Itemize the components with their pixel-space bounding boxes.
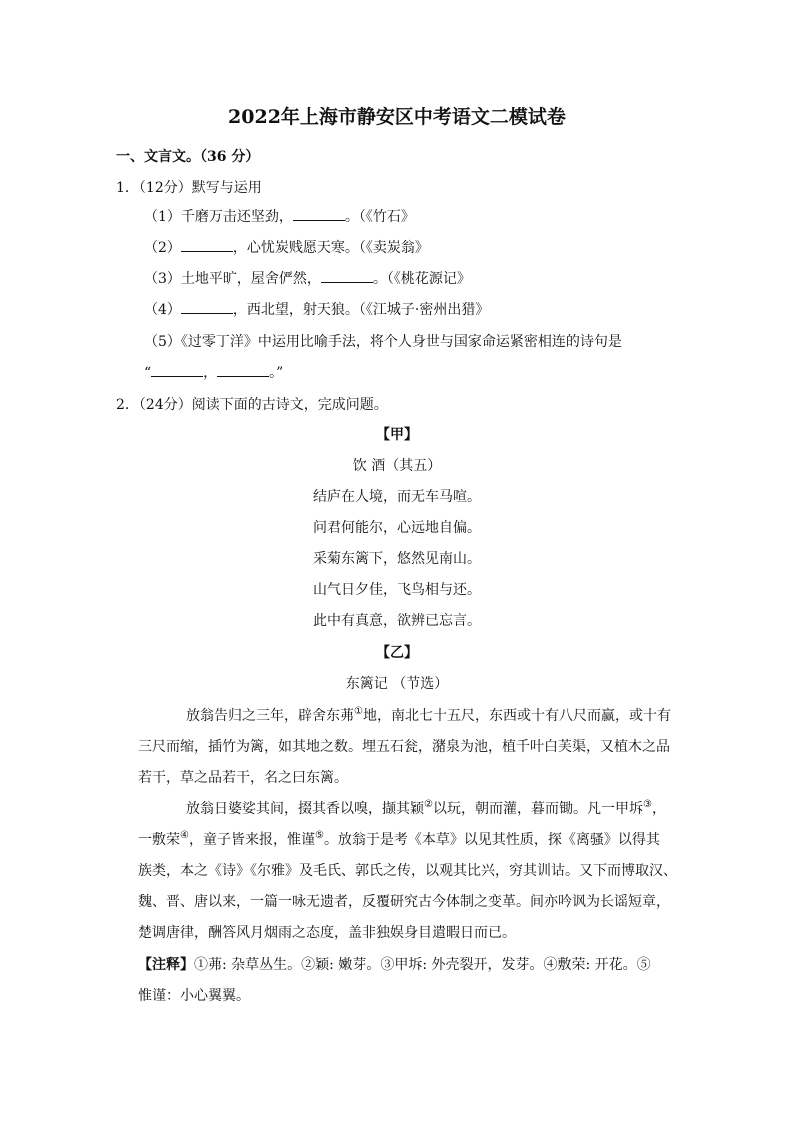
note-marker: ① (354, 706, 363, 717)
essay-p2-line1: 放翁日婆娑其间，掇其香以嗅，撷其颖②以玩，朝而灌，暮而锄。凡一甲坼③， (186, 799, 666, 817)
question-2-heading: 2．（24分）阅读下面的古诗文，完成问题。 (116, 397, 388, 413)
essay-p2-line3: 族类，本之《诗》《尔雅》及毛氏、郭氏之传，以观其比兴，穷其训诂。又下而博取汉、 (138, 863, 677, 879)
note-marker: ③ (642, 799, 652, 810)
q1-item-2: （2） ，心忧炭贱愿天寒。（《卖炭翁》 (144, 237, 429, 259)
yi-label: 【乙】 (376, 645, 418, 661)
note-marker: ⑤ (314, 830, 324, 841)
essay-p2-line2: 一敷荣④，童子皆来报，惟谨⑤。放翁于是考《本草》以见其性质，探《离骚》以得其 (138, 830, 660, 848)
poem-line: 此中有真意，欲辨已忘言。 (313, 613, 481, 629)
q1-item-3: （3）土地平旷，屋舍俨然， 。（《桃花源记》 (144, 268, 471, 290)
essay-p1-line3: 若干，草之品若干，名之曰东篱。 (138, 770, 348, 786)
poem-line: 山气日夕佳，飞鸟相与还。 (313, 582, 481, 598)
page-title: 2022年上海市静安区中考语文二模试卷 (228, 106, 566, 128)
essay-p2-line4: 魏、晋、唐以来，一篇一咏无遗者，反覆研究古今体制之变革。间亦吟讽为长谣短章， (138, 894, 670, 910)
q1-item-5-answer: “ ， 。” (144, 362, 283, 384)
note-marker: ④ (180, 830, 189, 841)
answer-blank[interactable] (151, 362, 203, 377)
jia-label: 【甲】 (376, 427, 418, 443)
answer-blank[interactable] (181, 237, 233, 252)
notes-line2: 惟谨：小心翼翼。 (138, 988, 250, 1004)
q1-item-4: （4） ，西北望，射天狼。（《江城子·密州出猎》 (144, 299, 489, 321)
answer-blank[interactable] (181, 299, 233, 314)
poem-line: 结庐在人境，而无车马喧。 (313, 489, 481, 505)
question-1-heading: 1．（12分）默写与运用 (116, 180, 262, 196)
poem-line: 采菊东篱下，悠然见南山。 (313, 551, 481, 567)
essay-title: 东篱记 （节选） (345, 676, 449, 692)
poem-line: 问君何能尔，心远地自偏。 (313, 520, 481, 536)
notes-line1: 【注释】①茀: 杂草丛生。②颖: 嫩芽。③甲坼: 外壳裂开，发芽。④敷荣: 开花。⑤ (138, 957, 651, 973)
q1-item-1: （1）千磨万击还坚劲， 。（《竹石》 (144, 206, 415, 228)
essay-p1-line2: 三尺而缩，插竹为篱，如其地之数。埋五石瓮，潴泉为池，植千叶白芙渠，又植木之品 (138, 739, 670, 755)
poem-title: 饮 酒（其五） (352, 458, 442, 474)
note-marker: ② (424, 799, 433, 810)
section-heading: 一、文言文。（36 分） (116, 149, 260, 165)
answer-blank[interactable] (217, 362, 269, 377)
essay-p1-line1: 放翁告归之三年，辟舍东茀①地，南北七十五尺，东西或十有八尺而赢，或十有 (186, 706, 671, 724)
notes-label: 【注释】 (138, 957, 194, 973)
answer-blank[interactable] (293, 206, 345, 221)
answer-blank[interactable] (321, 268, 373, 283)
essay-p2-line5: 楚调唐律，酬答风月烟雨之态度，盖非独娱身目遣暇日而已。 (138, 925, 516, 941)
q1-item-5: （5）《过零丁洋》中运用比喻手法，将个人身世与国家命运紧密相连的诗句是 (144, 334, 622, 350)
